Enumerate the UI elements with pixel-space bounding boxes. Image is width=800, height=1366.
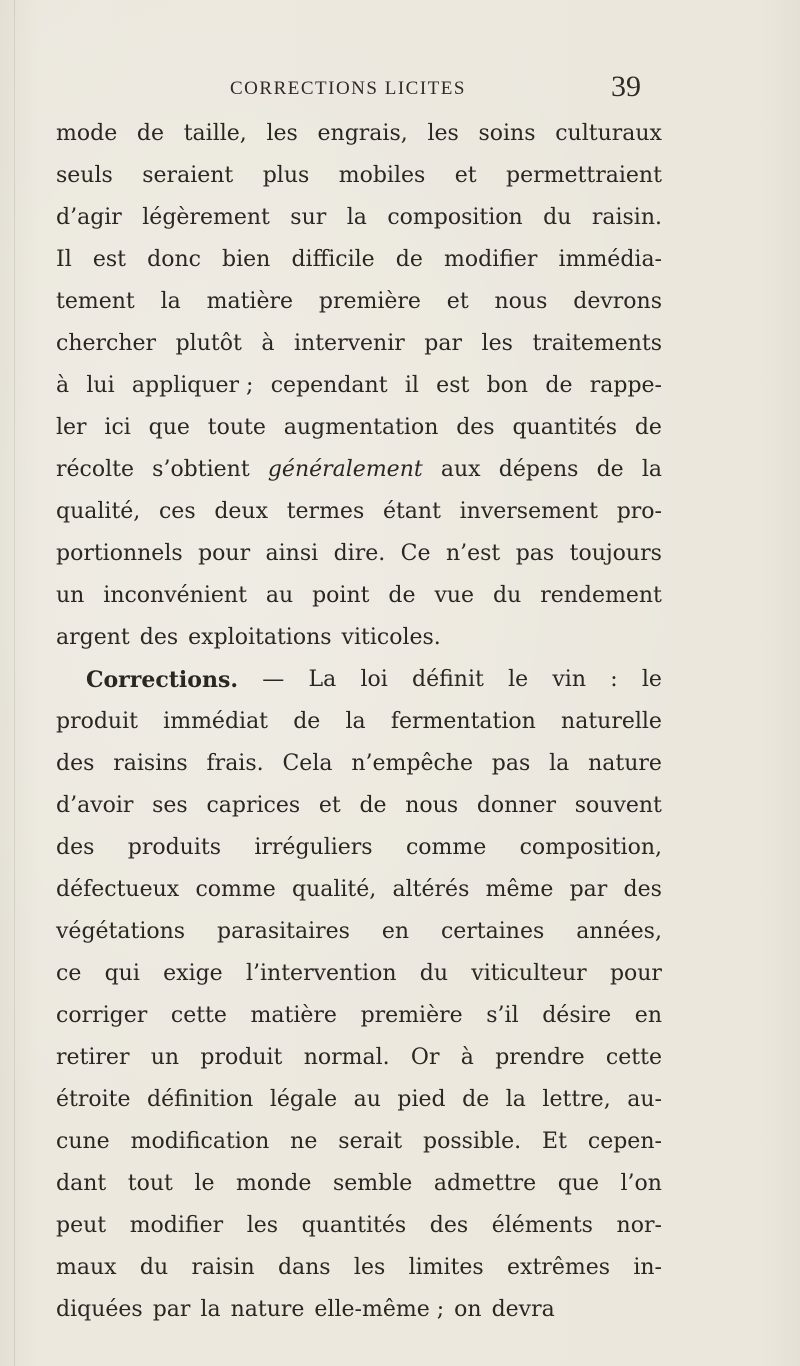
word: parasitaires bbox=[216, 919, 350, 944]
word: toute bbox=[207, 415, 266, 440]
word: de bbox=[545, 373, 573, 398]
word: portionnels bbox=[56, 541, 183, 566]
word: produit bbox=[200, 1045, 283, 1070]
word: caprices bbox=[206, 793, 301, 818]
text-line bbox=[56, 701, 662, 743]
word: le bbox=[641, 667, 662, 692]
word: nous bbox=[494, 289, 548, 314]
word: pour bbox=[609, 961, 662, 986]
word: généralement bbox=[267, 457, 423, 482]
word: en bbox=[634, 1003, 662, 1028]
word: et bbox=[318, 793, 341, 818]
word: permettraient bbox=[506, 163, 662, 188]
word: pro- bbox=[616, 499, 662, 524]
word: viticulteur bbox=[471, 961, 587, 986]
word: irréguliers bbox=[254, 835, 373, 860]
word: inversement bbox=[459, 499, 598, 524]
text-line bbox=[56, 1079, 662, 1121]
word: cette bbox=[170, 1003, 227, 1028]
word: rendement bbox=[540, 583, 662, 608]
text-line bbox=[56, 155, 662, 197]
word: définition bbox=[147, 1087, 254, 1112]
word: légale bbox=[269, 1087, 338, 1112]
word: deux bbox=[214, 499, 268, 524]
word: d’agir bbox=[56, 205, 122, 230]
text-line bbox=[56, 407, 662, 449]
word: des bbox=[429, 1213, 469, 1238]
word: éléments bbox=[491, 1213, 593, 1238]
word: plus bbox=[262, 163, 310, 188]
word: le bbox=[194, 1171, 215, 1196]
word: nature bbox=[230, 1297, 305, 1322]
word: modifier bbox=[444, 247, 538, 272]
word: des bbox=[139, 625, 179, 650]
word: composition bbox=[387, 205, 523, 230]
word: est bbox=[92, 247, 126, 272]
word: Cela bbox=[282, 751, 333, 776]
word: les bbox=[481, 331, 513, 356]
word: Or bbox=[410, 1045, 440, 1070]
word: point bbox=[312, 583, 370, 608]
word: cette bbox=[605, 1045, 662, 1070]
text-line bbox=[56, 659, 662, 701]
text-line bbox=[56, 1247, 662, 1289]
word: cependant bbox=[270, 373, 388, 398]
word: que bbox=[557, 1171, 599, 1196]
word: normal. bbox=[303, 1045, 390, 1070]
word: de bbox=[293, 709, 321, 734]
word: par bbox=[152, 1297, 191, 1322]
word: définit bbox=[412, 667, 484, 692]
word: sur bbox=[290, 205, 327, 230]
word: produits bbox=[127, 835, 222, 860]
word: des bbox=[56, 751, 95, 776]
word: années, bbox=[576, 919, 662, 944]
word: étroite bbox=[56, 1087, 131, 1112]
word: produit bbox=[56, 709, 138, 734]
word: ler bbox=[56, 415, 87, 440]
word: raisin bbox=[191, 1255, 255, 1280]
word: extrêmes bbox=[507, 1255, 611, 1280]
text-line bbox=[56, 911, 662, 953]
word: qualité, bbox=[56, 499, 141, 524]
word: — bbox=[262, 667, 285, 692]
word: inconvénient bbox=[103, 583, 247, 608]
word: nor- bbox=[616, 1213, 662, 1238]
word: toujours bbox=[569, 541, 662, 566]
text-line bbox=[56, 1205, 662, 1247]
word: raisins bbox=[113, 751, 188, 776]
word: pas bbox=[491, 751, 531, 776]
word: de bbox=[596, 457, 624, 482]
word: première bbox=[318, 289, 421, 314]
word: les bbox=[353, 1255, 386, 1280]
word: la bbox=[549, 751, 570, 776]
word: s’obtient bbox=[152, 457, 250, 482]
word: de bbox=[359, 793, 387, 818]
word: devra bbox=[491, 1297, 555, 1322]
word: même bbox=[485, 877, 554, 902]
word: difficile bbox=[291, 247, 375, 272]
word: appliquer ; bbox=[131, 373, 254, 398]
word: ce bbox=[56, 961, 82, 986]
word: viticoles. bbox=[341, 625, 441, 650]
word: un bbox=[56, 583, 85, 608]
body-text bbox=[56, 113, 662, 1331]
word: au bbox=[265, 583, 294, 608]
word: semble bbox=[332, 1171, 413, 1196]
word: de bbox=[388, 583, 416, 608]
word: s’il bbox=[486, 1003, 519, 1028]
word: serait bbox=[338, 1129, 403, 1154]
word: quantités bbox=[512, 415, 618, 440]
word: des bbox=[456, 415, 495, 440]
text-line bbox=[56, 995, 662, 1037]
word: on bbox=[454, 1297, 482, 1322]
word: limites bbox=[408, 1255, 484, 1280]
text-line bbox=[56, 785, 662, 827]
word: ses bbox=[152, 793, 188, 818]
word: la bbox=[346, 205, 367, 230]
word: admettre bbox=[433, 1171, 537, 1196]
word: qui bbox=[104, 961, 140, 986]
word: in- bbox=[633, 1255, 662, 1280]
word: Corrections. bbox=[86, 667, 238, 693]
word: cune bbox=[56, 1129, 110, 1154]
word: nature bbox=[588, 751, 662, 776]
word: soins bbox=[478, 121, 536, 146]
word: bien bbox=[222, 247, 271, 272]
text-line bbox=[56, 365, 662, 407]
word: exploitations bbox=[188, 625, 332, 650]
text-line bbox=[56, 239, 662, 281]
word: taille, bbox=[183, 121, 247, 146]
word: elle-même ; bbox=[314, 1297, 445, 1322]
text-line bbox=[56, 323, 662, 365]
word: les bbox=[427, 121, 459, 146]
word: immédia- bbox=[558, 247, 662, 272]
text-line bbox=[56, 827, 662, 869]
word: pas bbox=[515, 541, 555, 566]
word: qualité, bbox=[291, 877, 377, 902]
word: des bbox=[56, 835, 95, 860]
word: tout bbox=[127, 1171, 173, 1196]
word: lettre, bbox=[542, 1087, 611, 1112]
word: certaines bbox=[440, 919, 545, 944]
word: la bbox=[641, 457, 662, 482]
word: de bbox=[634, 415, 662, 440]
word: seraient bbox=[142, 163, 234, 188]
word: du bbox=[543, 205, 572, 230]
word: corriger bbox=[56, 1003, 148, 1028]
word: altérés bbox=[392, 877, 470, 902]
word: n’est bbox=[445, 541, 501, 566]
word: de bbox=[395, 247, 423, 272]
word: donc bbox=[147, 247, 201, 272]
word: ne bbox=[290, 1129, 318, 1154]
word: aux bbox=[440, 457, 481, 482]
word: les bbox=[266, 121, 298, 146]
word: les bbox=[246, 1213, 279, 1238]
word: végétations bbox=[56, 919, 186, 944]
word: exige bbox=[163, 961, 223, 986]
word: modifier bbox=[129, 1213, 224, 1238]
word: matière bbox=[250, 1003, 337, 1028]
word: argent bbox=[56, 625, 130, 650]
word: au bbox=[353, 1087, 381, 1112]
text-line bbox=[56, 197, 662, 239]
word: prendre bbox=[495, 1045, 585, 1070]
word: chercher bbox=[56, 331, 157, 356]
word: il bbox=[404, 373, 419, 398]
word: comme bbox=[195, 877, 276, 902]
word: bon bbox=[486, 373, 529, 398]
page-number: 39 bbox=[611, 70, 641, 103]
word: monde bbox=[236, 1171, 312, 1196]
word: immédiat bbox=[163, 709, 269, 734]
word: légèrement bbox=[142, 205, 270, 230]
word: dant bbox=[56, 1171, 107, 1196]
word: de bbox=[136, 121, 165, 146]
word: culturaux bbox=[555, 121, 662, 146]
word: à bbox=[261, 331, 275, 356]
word: l’intervention bbox=[245, 961, 397, 986]
word: par bbox=[569, 877, 608, 902]
text-line bbox=[56, 953, 662, 995]
word: la bbox=[160, 289, 181, 314]
word: composition, bbox=[519, 835, 662, 860]
text-line bbox=[56, 617, 662, 659]
text-line bbox=[56, 1037, 662, 1079]
page-fold-line bbox=[14, 0, 15, 1366]
word: retirer bbox=[56, 1045, 130, 1070]
text-line bbox=[56, 449, 662, 491]
word: à bbox=[56, 373, 70, 398]
word: défectueux bbox=[56, 877, 180, 902]
word: ici bbox=[104, 415, 131, 440]
word: cepen- bbox=[587, 1129, 662, 1154]
word: vin bbox=[552, 667, 586, 692]
word: du bbox=[419, 961, 449, 986]
word: peut bbox=[56, 1213, 107, 1238]
word: frais. bbox=[206, 751, 264, 776]
word: maux bbox=[56, 1255, 117, 1280]
word: la bbox=[505, 1087, 526, 1112]
word: de bbox=[462, 1087, 490, 1112]
running-title: CORRECTIONS LICITES bbox=[230, 78, 466, 99]
word: intervenir bbox=[294, 331, 405, 356]
word: : bbox=[610, 667, 618, 692]
word: un bbox=[150, 1045, 180, 1070]
word: possible. bbox=[423, 1129, 522, 1154]
word: La bbox=[308, 667, 337, 692]
word: quantités bbox=[301, 1213, 407, 1238]
word: à bbox=[460, 1045, 474, 1070]
word: fermentation bbox=[390, 709, 536, 734]
word: nous bbox=[405, 793, 459, 818]
word: par bbox=[424, 331, 463, 356]
word: ces bbox=[158, 499, 196, 524]
word: d’avoir bbox=[56, 793, 134, 818]
word: plutôt bbox=[175, 331, 242, 356]
word: modification bbox=[130, 1129, 270, 1154]
word: tement bbox=[56, 289, 135, 314]
word: seuls bbox=[56, 163, 113, 188]
word: mobiles bbox=[338, 163, 426, 188]
word: Il bbox=[56, 247, 72, 272]
text-line bbox=[56, 491, 662, 533]
word: au- bbox=[627, 1087, 662, 1112]
word: rappe- bbox=[589, 373, 662, 398]
word: raisin. bbox=[591, 205, 662, 230]
word: Ce bbox=[400, 541, 431, 566]
word: étant bbox=[382, 499, 441, 524]
word: la bbox=[200, 1297, 221, 1322]
word: la bbox=[345, 709, 366, 734]
word: devrons bbox=[573, 289, 662, 314]
word: désire bbox=[542, 1003, 612, 1028]
word: et bbox=[454, 163, 477, 188]
word: en bbox=[381, 919, 410, 944]
word: comme bbox=[405, 835, 487, 860]
word: récolte bbox=[56, 457, 134, 482]
word: n’empêche bbox=[351, 751, 473, 776]
word: vue bbox=[434, 583, 475, 608]
word: diquées bbox=[56, 1297, 143, 1322]
word: le bbox=[508, 667, 529, 692]
word: matière bbox=[206, 289, 294, 314]
text-line bbox=[56, 1121, 662, 1163]
word: première bbox=[360, 1003, 463, 1028]
word: et bbox=[446, 289, 469, 314]
word: pied bbox=[397, 1087, 446, 1112]
text-line bbox=[56, 743, 662, 785]
word: que bbox=[148, 415, 190, 440]
word: donner bbox=[476, 793, 557, 818]
word: du bbox=[139, 1255, 169, 1280]
word: traitements bbox=[532, 331, 662, 356]
text-line bbox=[56, 281, 662, 323]
word: mode bbox=[56, 121, 118, 146]
word: pour bbox=[198, 541, 251, 566]
word: souvent bbox=[574, 793, 662, 818]
word: augmentation bbox=[283, 415, 439, 440]
text-line bbox=[56, 869, 662, 911]
word: loi bbox=[360, 667, 388, 692]
word: des bbox=[623, 877, 662, 902]
word: l’on bbox=[620, 1171, 662, 1196]
word: du bbox=[493, 583, 522, 608]
word: lui bbox=[86, 373, 115, 398]
word: est bbox=[436, 373, 470, 398]
word: engrais, bbox=[317, 121, 408, 146]
word: dire. bbox=[333, 541, 386, 566]
word: naturelle bbox=[561, 709, 662, 734]
text-line bbox=[56, 1163, 662, 1205]
word: termes bbox=[286, 499, 365, 524]
text-line bbox=[56, 575, 662, 617]
word: dépens bbox=[498, 457, 579, 482]
text-line bbox=[56, 113, 662, 155]
text-line bbox=[56, 1289, 662, 1331]
word: ainsi bbox=[265, 541, 319, 566]
word: dans bbox=[277, 1255, 331, 1280]
word: Et bbox=[542, 1129, 567, 1154]
text-line bbox=[56, 533, 662, 575]
